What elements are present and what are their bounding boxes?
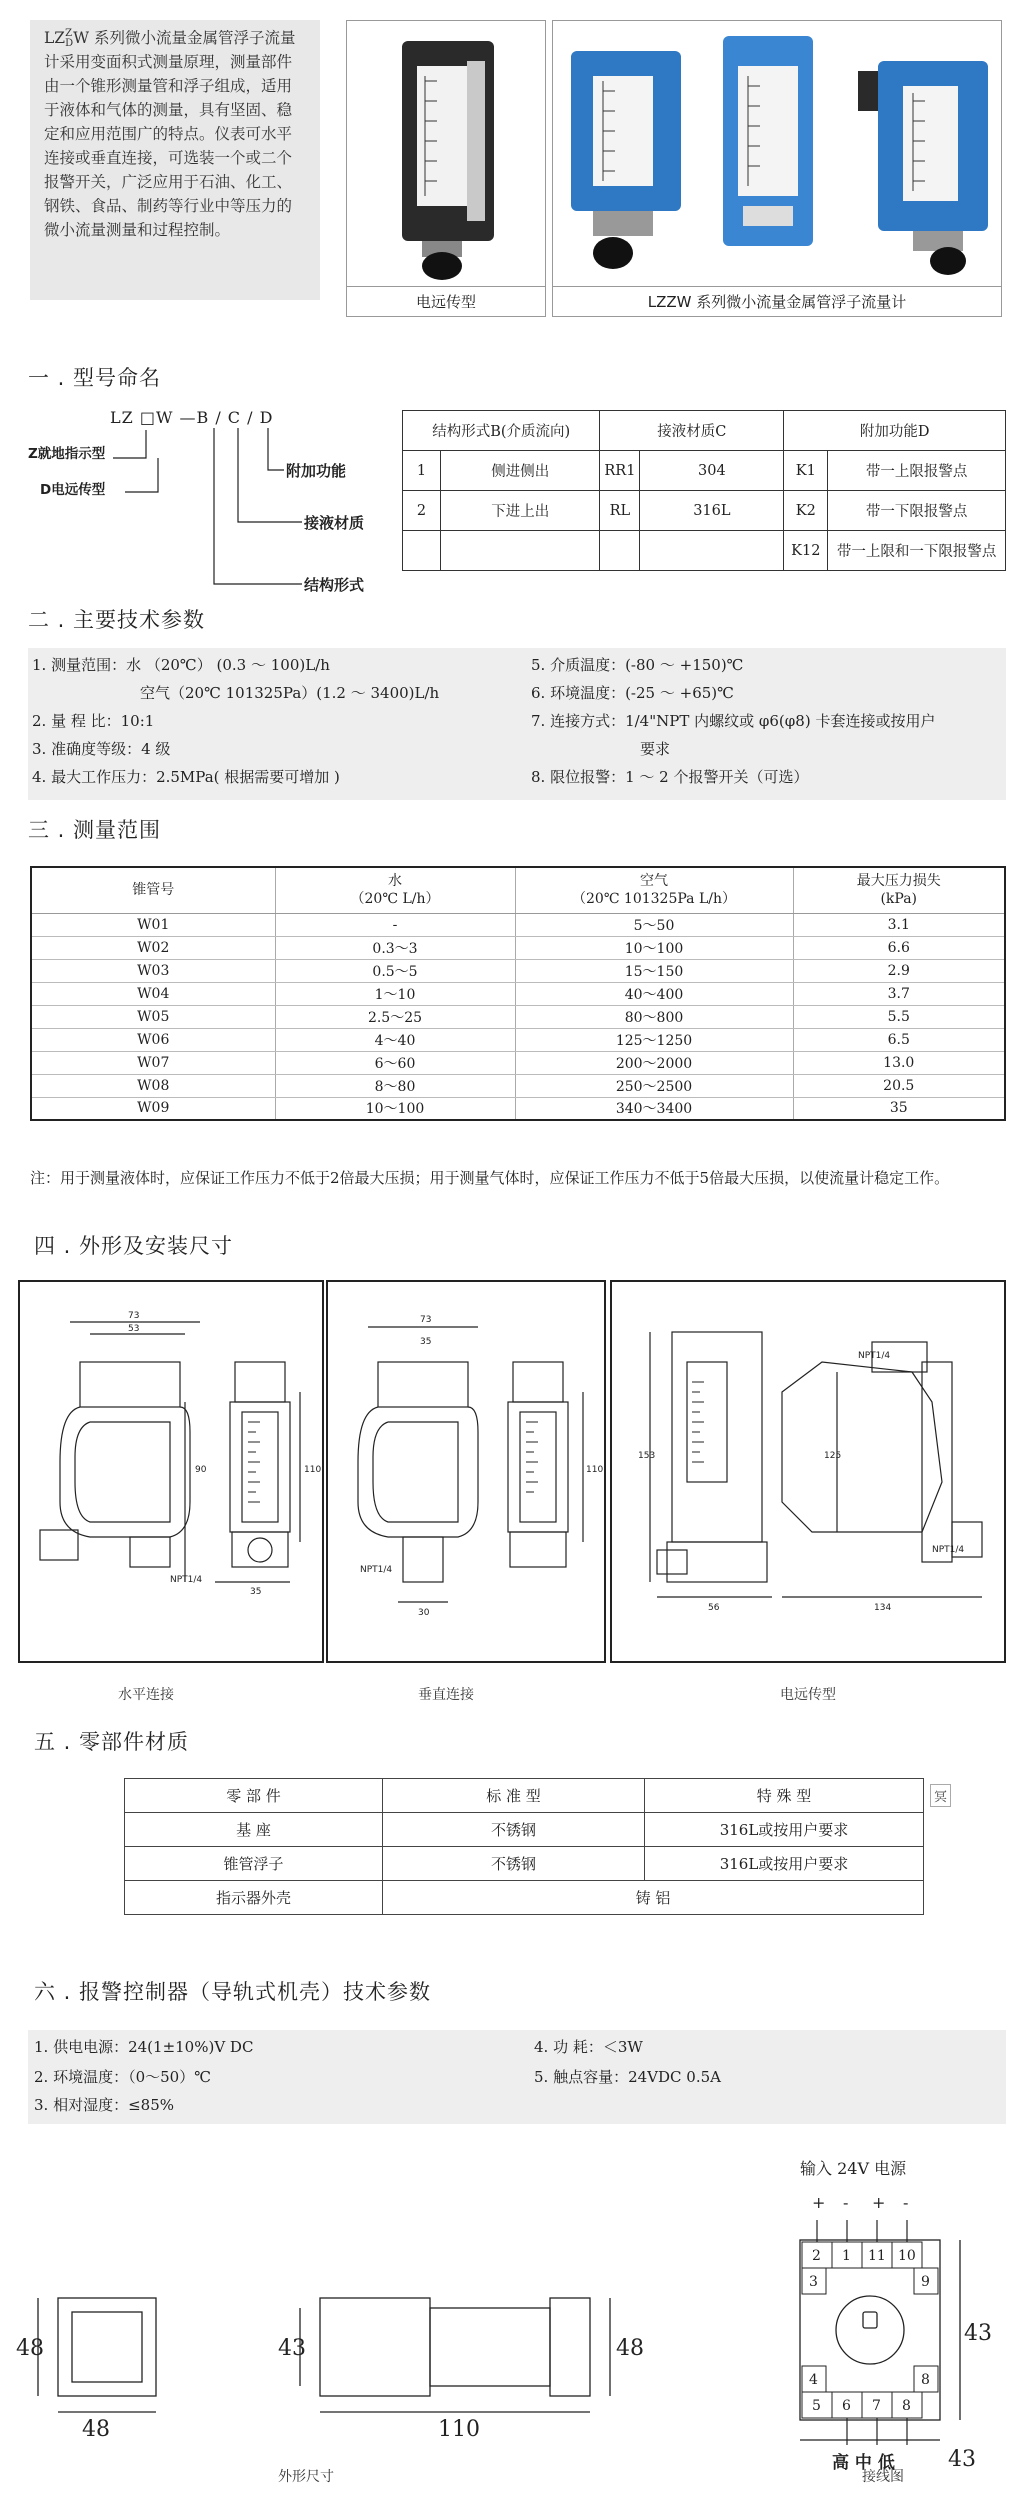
section3-title: 三 . 测量范围 (28, 818, 162, 842)
dim-35: 35 (420, 1337, 432, 1347)
table-cell: 13.0 (793, 1051, 1005, 1074)
cell: K12 (784, 531, 828, 571)
table-cell: 0.5～5 (275, 959, 515, 982)
param-right-5: 5. 介质温度：(-80 ～ +150)℃ (531, 656, 744, 674)
side-glyph: 冥 (930, 1784, 951, 1807)
flowmeter-remote-photo (347, 21, 545, 286)
terminal: 9 (921, 2274, 930, 2290)
table-cell: W01 (31, 913, 275, 936)
section1-title: 一 . 型号命名 (28, 366, 162, 390)
table-cell: W03 (31, 959, 275, 982)
param-right-7: 7. 连接方式：1/4"NPT 内螺纹或 φ6(φ8) 卡套连接或按用户 (531, 712, 936, 730)
table-cell: 铸 铝 (383, 1881, 924, 1915)
cell: 带一上限和一下限报警点 (828, 531, 1006, 571)
terminal: 3 (809, 2274, 818, 2290)
section6-title: 六 . 报警控制器（导轨式机壳）技术参数 (34, 1980, 432, 2004)
table-cell: 40～400 (515, 982, 793, 1005)
label-d-type: D电远传型 (40, 482, 106, 498)
section2-title: 二 . 主要技术参数 (28, 608, 206, 632)
dim-43-bottom: 43 (948, 2447, 976, 2472)
param-left-5: 4. 最大工作压力：2.5MPa( 根据需要可增加 ) (32, 768, 340, 786)
intro-rest: W 系列微小流量金属管浮子流量计采用变面积式测量原理，测量部件由一个锥形测量管和浮子组成，适用于液体和气体的测量，具有坚固、稳定和应用范围广的特点。仪表可水平连接或垂直连接，可选装一个或二个报警开关，广泛应用于石油、化工、钢铁、食品、制药等行业中等压力的微小流量测量和过程控制。 (44, 29, 296, 239)
label-structure: 结构形式 (304, 576, 365, 594)
alarm-param-2: 2. 环境温度：（0～50）℃ (34, 2068, 211, 2086)
measurement-note: 注：用于测量液体时，应保证工作压力不低于2倍最大压损；用于测量气体时，应保证工作压力不低于5倍最大压损，以使流量计稳定工作。 (30, 1169, 950, 1187)
header-tube: 锥管号 (31, 867, 275, 913)
table-cell: 不锈钢 (383, 1847, 645, 1881)
table-cell: 6～60 (275, 1051, 515, 1074)
remote-type-drawing (612, 1282, 1004, 1661)
flowmeter-series-photo (553, 21, 1001, 286)
table-cell: 20.5 (793, 1074, 1005, 1097)
table-cell: W06 (31, 1028, 275, 1051)
cell: 带一下限报警点 (828, 491, 1006, 531)
dim-110: 110 (304, 1465, 322, 1475)
table-cell: 2.5～25 (275, 1005, 515, 1028)
dim-110: 110 (438, 2417, 480, 2442)
photo-caption-right: LZZW 系列微小流量金属管浮子流量计 (553, 286, 1001, 316)
table-cell: 8～80 (275, 1074, 515, 1097)
dim-73: 73 (420, 1315, 432, 1325)
level-labels: 高 中 低 (832, 2453, 895, 2473)
section5-title: 五 . 零部件材质 (34, 1730, 190, 1754)
terminal: 7 (872, 2398, 881, 2414)
alarm-param-1: 1. 供电电源：24(1±10%)V DC (34, 2038, 254, 2056)
photo-lzzw-series (552, 20, 1002, 317)
terminal: 4 (809, 2372, 818, 2388)
header-structure: 结构形式B(介质流向) (403, 411, 600, 451)
cell: K2 (784, 491, 828, 531)
dim-153: 153 (638, 1451, 656, 1461)
table-cell: 200～2000 (515, 1051, 793, 1074)
header-air-line1: 空气 (640, 873, 668, 890)
header-function: 附加功能D (784, 411, 1006, 451)
caption-remote: 电远传型 (780, 1687, 836, 1703)
cell: 下进上出 (441, 491, 600, 531)
dim-56: 56 (708, 1603, 720, 1613)
header-water (275, 867, 515, 913)
table-cell: 1～10 (275, 982, 515, 1005)
table-cell: 5.5 (793, 1005, 1005, 1028)
drawing-horizontal (18, 1280, 324, 1663)
label-additional-function: 附加功能 (286, 462, 347, 480)
cell (600, 531, 640, 571)
table-cell: 125～1250 (515, 1028, 793, 1051)
terminal: 1 (842, 2248, 851, 2264)
param-right-6: 6. 环境温度：(-25 ～ +65)℃ (531, 684, 734, 702)
table-cell: W05 (31, 1005, 275, 1028)
caption-vertical: 垂直连接 (418, 1687, 474, 1703)
header-material: 接液材质C (600, 411, 784, 451)
header-pressure-loss (793, 867, 1005, 913)
dim-npt: NPT1/4 (360, 1565, 393, 1575)
dim-53: 53 (128, 1324, 140, 1334)
table-cell: 10～100 (275, 1097, 515, 1120)
table-cell: 基 座 (125, 1813, 383, 1847)
alarm-params-box (28, 2030, 1006, 2124)
param-right-7b: 要求 (640, 740, 671, 758)
table-cell: W07 (31, 1051, 275, 1074)
table-cell: W04 (31, 982, 275, 1005)
naming-connector-lines (28, 408, 408, 598)
param-left-1: 1. 测量范围：水 （20℃） (0.3 ～ 100)L/h (32, 656, 330, 674)
table-cell: 不锈钢 (383, 1813, 645, 1847)
caption-horizontal: 水平连接 (118, 1687, 174, 1703)
dim-48-height: 48 (16, 2336, 44, 2361)
dim-48-right: 48 (616, 2336, 644, 2361)
dim-110: 110 (586, 1465, 604, 1475)
controller-drawings (16, 2150, 1010, 2490)
terminal: 8 (921, 2372, 930, 2388)
section4-title: 四 . 外形及安装尺寸 (34, 1234, 234, 1258)
photo-remote-type (346, 20, 546, 317)
intro-prefix: LZ (44, 29, 66, 47)
header-loss-line1: 最大压力损失 (856, 873, 941, 890)
label-wetted-material: 接液材质 (304, 514, 365, 532)
cell: RL (600, 491, 640, 531)
drawing-remote (610, 1280, 1006, 1663)
cell: 带一上限报警点 (828, 451, 1006, 491)
header-part: 零 部 件 (125, 1779, 383, 1813)
table-cell: - (275, 913, 515, 936)
header-water-line1: 水 (388, 873, 402, 890)
terminal: 11 (868, 2248, 886, 2264)
dim-30: 30 (418, 1608, 430, 1618)
dim-npt-bottom: NPT1/4 (932, 1545, 965, 1555)
intro-sub: D (65, 38, 74, 49)
table-cell: 4～40 (275, 1028, 515, 1051)
table-cell: W09 (31, 1097, 275, 1120)
table-cell: 6.6 (793, 936, 1005, 959)
terminal: 2 (812, 2248, 821, 2264)
cell (403, 531, 441, 571)
table-cell: W02 (31, 936, 275, 959)
param-left-4: 3. 准确度等级：4 级 (32, 740, 171, 758)
cell: K1 (784, 451, 828, 491)
intro-sup: Z (65, 28, 73, 39)
table-cell: 锥管浮子 (125, 1847, 383, 1881)
dim-43-left: 43 (278, 2336, 306, 2361)
sign-3: + (872, 2193, 886, 2212)
header-loss-line2: (kPa) (880, 891, 918, 908)
vertical-connection-drawing (328, 1282, 604, 1661)
cell (441, 531, 600, 571)
horizontal-connection-drawing (20, 1282, 322, 1661)
dim-125: 125 (824, 1451, 842, 1461)
materials-table (124, 1778, 924, 1915)
model-naming-table (402, 410, 1006, 571)
table-cell: 340～3400 (515, 1097, 793, 1120)
table-cell: 0.3～3 (275, 936, 515, 959)
drawing-vertical (326, 1280, 606, 1663)
header-air (515, 867, 793, 913)
param-left-3: 2. 量 程 比：10:1 (32, 712, 155, 730)
alarm-param-3: 3. 相对湿度：≤85% (34, 2096, 174, 2114)
table-cell: 250～2500 (515, 1074, 793, 1097)
header-standard: 标 准 型 (383, 1779, 645, 1813)
caption-wiring: 接线图 (862, 2469, 904, 2485)
dim-35: 35 (250, 1587, 262, 1597)
label-z-type: Z就地指示型 (28, 446, 106, 462)
cell: 316L (640, 491, 784, 531)
table-cell: 15～150 (515, 959, 793, 982)
cell: 2 (403, 491, 441, 531)
caption-outline-dims: 外形尺寸 (278, 2469, 334, 2485)
table-cell: 6.5 (793, 1028, 1005, 1051)
model-code: LZ □W —B / C / D (110, 408, 274, 427)
sign-1: + (812, 2193, 826, 2212)
photo-caption-left: 电远传型 (347, 286, 545, 316)
table-cell: 5～50 (515, 913, 793, 936)
intro-text-box (30, 20, 320, 300)
sign-4: - (903, 2193, 909, 2212)
header-special: 特 殊 型 (645, 1779, 924, 1813)
table-cell: 2.9 (793, 959, 1005, 982)
terminal: 8 (902, 2398, 911, 2414)
sign-2: - (843, 2193, 849, 2212)
param-right-8: 8. 限位报警：1 ～ 2 个报警开关（可选） (531, 768, 809, 786)
table-cell: 35 (793, 1097, 1005, 1120)
model-naming-diagram (28, 408, 408, 598)
dim-npt-top: NPT1/4 (858, 1351, 891, 1361)
tech-params-box (28, 648, 1006, 800)
header-water-line2: （20℃ L/h） (350, 891, 440, 908)
terminal: 10 (898, 2248, 916, 2264)
table-cell: 3.7 (793, 982, 1005, 1005)
terminal: 5 (812, 2398, 821, 2414)
dim-48-width: 48 (82, 2417, 110, 2442)
dim-43-wiring: 43 (964, 2321, 992, 2346)
table-cell: 3.1 (793, 913, 1005, 936)
cell: 1 (403, 451, 441, 491)
table-cell: 指示器外壳 (125, 1881, 383, 1915)
dim-73: 73 (128, 1311, 140, 1321)
wiring-title: 输入 24V 电源 (800, 2159, 907, 2178)
table-cell: 80～800 (515, 1005, 793, 1028)
dim-npt: NPT1/4 (170, 1575, 203, 1585)
cell: 侧进侧出 (441, 451, 600, 491)
terminal: 6 (842, 2398, 851, 2414)
param-left-2: 空气（20℃ 101325Pa）(1.2 ～ 3400)L/h (140, 684, 440, 702)
cell (640, 531, 784, 571)
cell: 304 (640, 451, 784, 491)
dim-90: 90 (195, 1465, 207, 1475)
alarm-param-4: 4. 功 耗：＜3W (534, 2038, 643, 2056)
cell: RR1 (600, 451, 640, 491)
table-cell: W08 (31, 1074, 275, 1097)
measurement-range-table (30, 866, 1006, 1121)
table-cell: 316L或按用户要求 (645, 1847, 924, 1881)
header-air-line2: （20℃ 101325Pa L/h） (572, 891, 736, 908)
dim-134: 134 (874, 1603, 892, 1613)
table-cell: 10～100 (515, 936, 793, 959)
table-cell: 316L或按用户要求 (645, 1813, 924, 1847)
alarm-param-5: 5. 触点容量：24VDC 0.5A (534, 2068, 721, 2086)
